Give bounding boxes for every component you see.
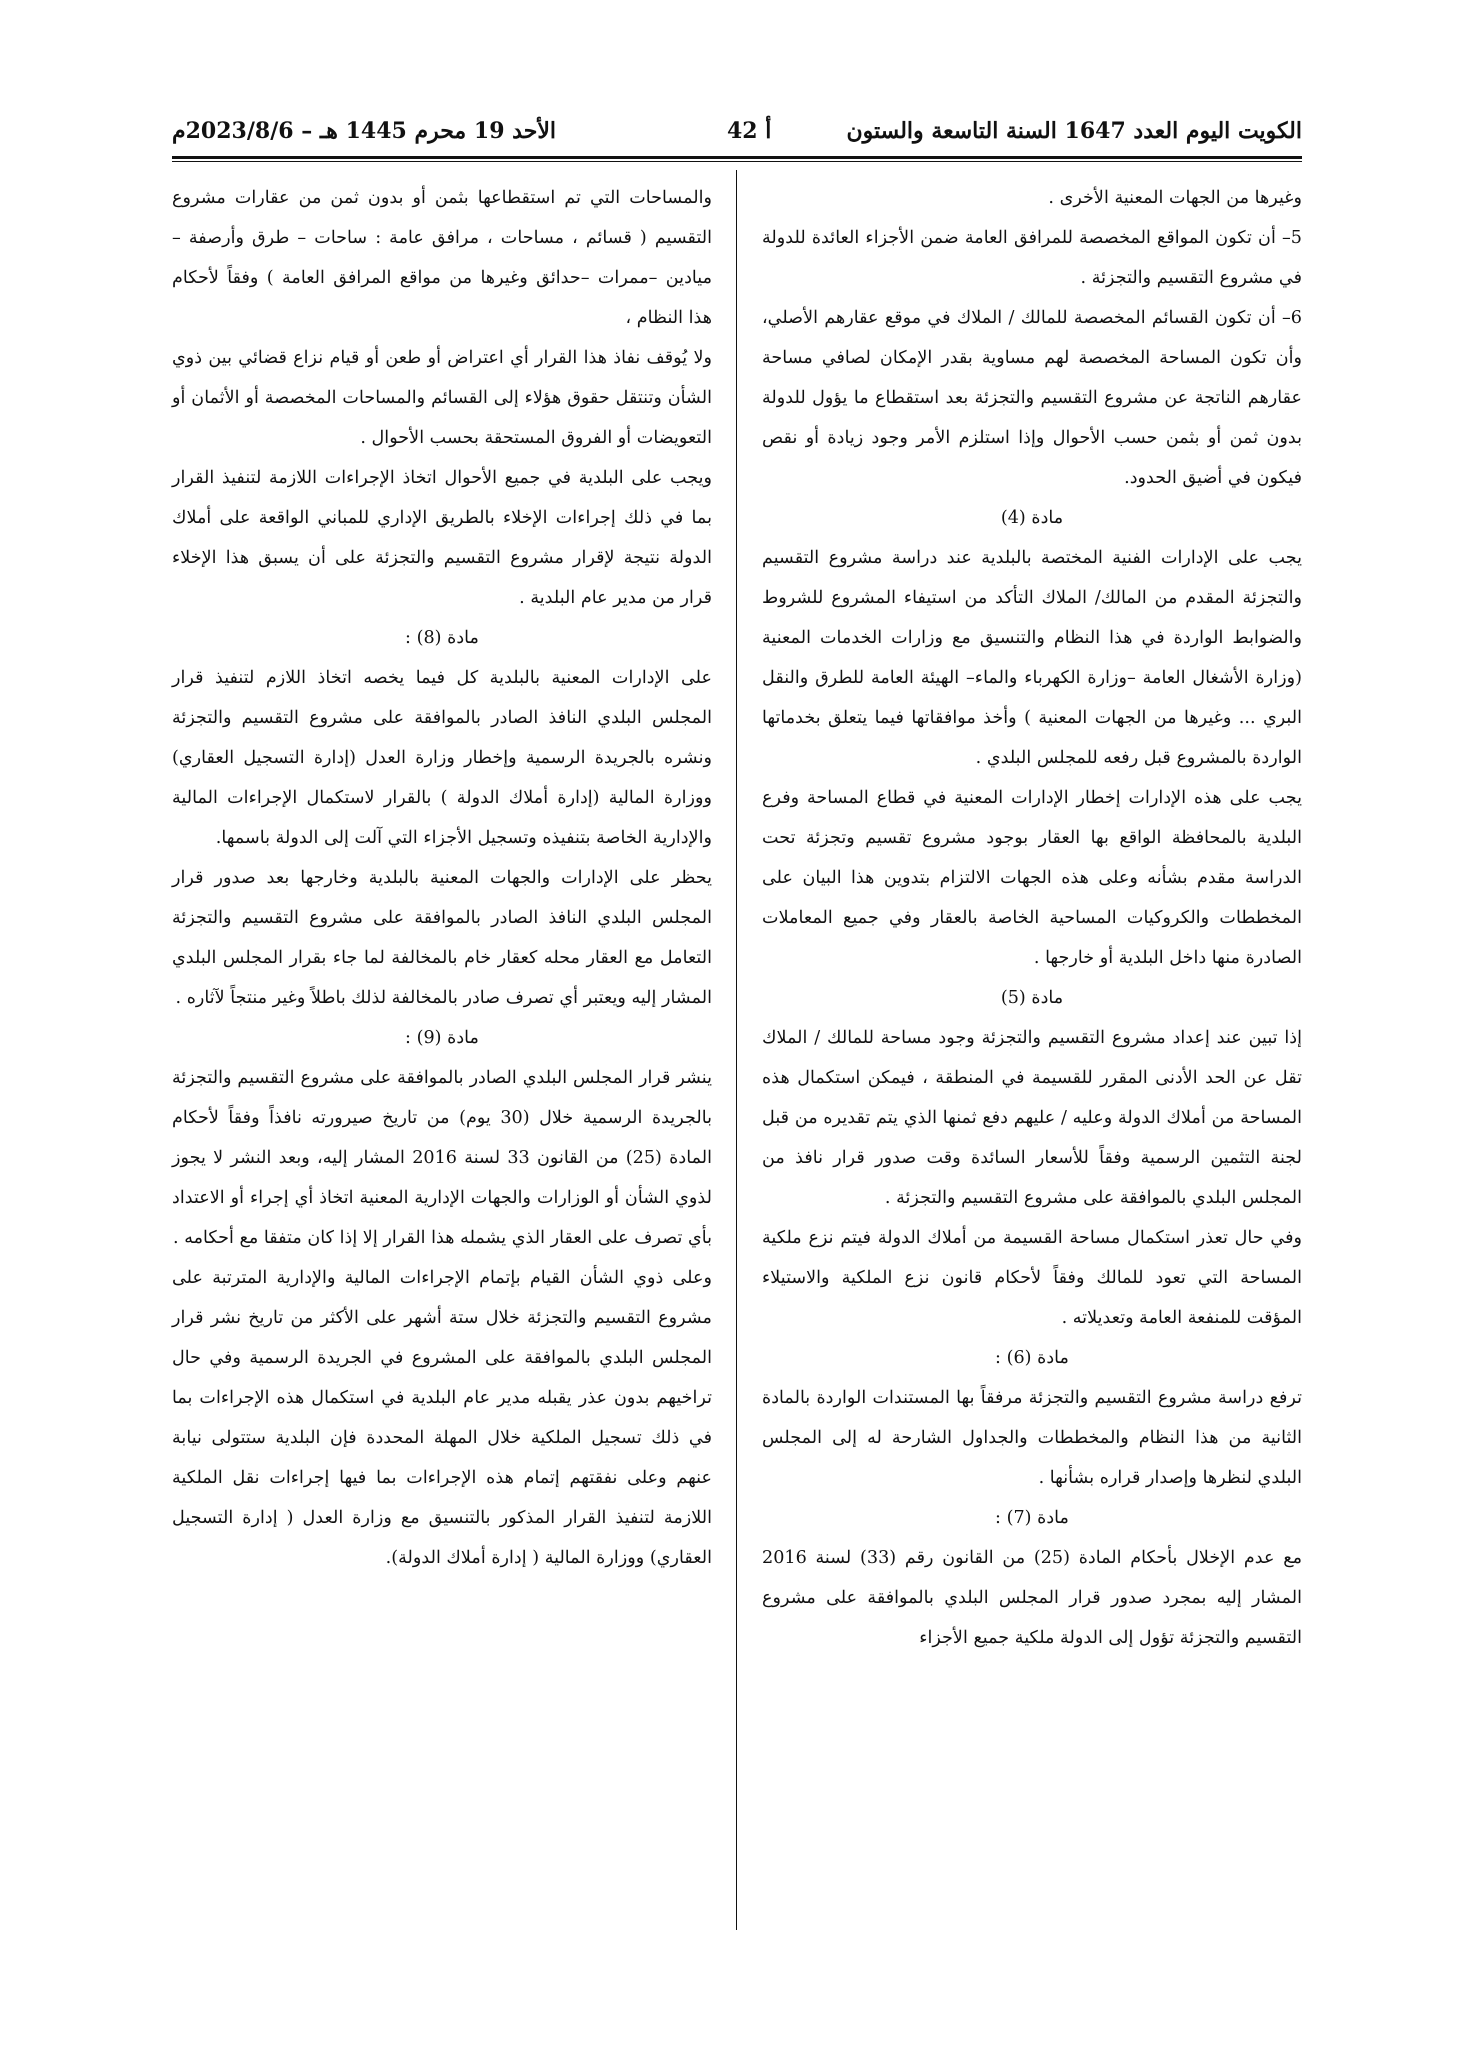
paragraph: وغيرها من الجهات المعنية الأخرى . [1048, 188, 1302, 208]
paragraph: ترفع دراسة مشروع التقسيم والتجزئة مرفقاً بها المستندات الواردة بالمادة الثانية من هذا النظام والمخططات والجداول الشارحة له إلى المجلس البلدي لنظرها وإصدار قراره بشأنها . [762, 1388, 1302, 1488]
paragraph: يجب على الإدارات الفنية المختصة بالبلدية عند دراسة مشروع التقسيم والتجزئة المقدم من المالك/ الملاك التأكد من استيفاء المشروع للشروط والضوابط الواردة في هذا النظام والتنسيق مع وزارات الخدمات المعنية (وزارة الأشغال العامة –وزارة الكهرباء والماء– الهيئة العامة للطرق والنقل البري ... وغيرها من الجهات المعنية ) وأخذ موافقاتها فيما يتعلق بخدماتها الواردة بالمشروع قبل رفعه للمجلس البلدي . [762, 548, 1302, 768]
left-column [172, 178, 712, 1578]
paragraph: يحظر على الإدارات والجهات المعنية بالبلدية وخارجها بعد صدور قرار المجلس البلدي النافذ الصادر بالموافقة على مشروع التقسيم والتجزئة التعامل مع العقار محله كعقار خام بالمخالفة لما جاء بقرار المجلس البلدي المشار إليه ويعتبر أي تصرف صادر بالمخالفة لذلك باطلاً وغير منتجاً لآثاره . [172, 868, 712, 1008]
right-column [762, 178, 1302, 1658]
paragraph: يجب على هذه الإدارات إخطار الإدارات المعنية في قطاع المساحة وفرع البلدية بالمحافظة الواقع بها العقار بوجود مشروع تقسيم وتجزئة تحت الدراسة مقدم بشأنه وعلى هذه الجهات الالتزام بتدوين هذا البيان على المخططات والكروكيات المساحية الخاصة بالعقار وفي جميع المعاملات الصادرة منها داخل البلدية أو خارجها . [762, 788, 1302, 968]
header-rule-thin [172, 161, 1302, 162]
paragraph: ينشر قرار المجلس البلدي الصادر بالموافقة على مشروع التقسيم والتجزئة بالجريدة الرسمية خلال (30 يوم) من تاريخ صيرورته نافذاً وفقاً لأحكام المادة (25) من القانون 33 لسنة 2016 المشار إليه، وبعد النشر لا يجوز لذوي الشأن أو الوزارات والجهات الإدارية المعنية اتخاذ أي إجراء أو الاعتداد بأي تصرف على العقار الذي يشمله هذا القرار إلا إذا كان متفقا مع أحكامه . [172, 1068, 712, 1248]
paragraph: ولا يُوقف نفاذ هذا القرار أي اعتراض أو طعن أو قيام نزاع قضائي بين ذوي الشأن وتنتقل حقوق هؤلاء إلى القسائم والمساحات المخصصة أو الأثمان أو التعويضات أو الفروق المستحقة بحسب الأحوال . [172, 348, 712, 448]
header-rule [172, 156, 1302, 159]
paragraph: إذا تبين عند إعداد مشروع التقسيم والتجزئة وجود مساحة للمالك / الملاك تقل عن الحد الأدنى المقرر للقسيمة في المنطقة ، فيمكن استكمال هذه المساحة من أملاك الدولة وعليه / عليهم دفع ثمنها الذي يتم تقديره من قبل لجنة التثمين الرسمية وفقاً للأسعار السائدة وقت صدور قرار نافذ من المجلس البلدي بالموافقة على مشروع التقسيم والتجزئة . [762, 1028, 1302, 1208]
issue-info: الكويت اليوم العدد 1647 السنة التاسعة والستون [846, 118, 1302, 144]
page-number: أ 42 [727, 118, 772, 144]
column-divider [736, 170, 737, 1930]
paragraph: ويجب على البلدية في جميع الأحوال اتخاذ الإجراءات اللازمة لتنفيذ القرار بما في ذلك إجراءات الإخلاء بالطريق الإداري للمباني الواقعة على أملاك الدولة نتيجة لإقرار مشروع التقسيم والتجزئة على أن يسبق هذا الإخلاء قرار من مدير عام البلدية . [172, 468, 712, 608]
paragraph: وعلى ذوي الشأن القيام بإتمام الإجراءات المالية والإدارية المترتبة على مشروع التقسيم والتجزئة خلال ستة أشهر على الأكثر من تاريخ نشر قرار المجلس البلدي بالموافقة على المشروع في الجريدة الرسمية وفي حال تراخيهم بدون عذر يقبله مدير عام البلدية في استكمال هذه الإجراءات بما في ذلك تسجيل الملكية خلال المهلة المحددة فإن البلدية ستتولى نيابة عنهم وعلى نفقتهم إتمام هذه الإجراءات بما فيها إجراءات نقل الملكية اللازمة لتنفيذ القرار المذكور بالتنسيق مع وزارة العدل ( إدارة التسجيل العقاري) ووزارة المالية ( إدارة أملاك الدولة). [172, 1268, 712, 1568]
paragraph: على الإدارات المعنية بالبلدية كل فيما يخصه اتخاذ اللازم لتنفيذ قرار المجلس البلدي النافذ الصادر بالموافقة على مشروع التقسيم والتجزئة ونشره بالجريدة الرسمية وإخطار وزارة العدل (إدارة التسجيل العقاري) ووزارة المالية (إدارة أملاك الدولة ) بالقرار لاستكمال الإجراءات المالية والإدارية الخاصة بتنفيذه وتسجيل الأجزاء التي آلت إلى الدولة باسمها. [172, 668, 712, 848]
article-heading: مادة (8) : [405, 628, 479, 648]
issue-date: الأحد 19 محرم 1445 هـ – 2023/8/6م [172, 118, 556, 144]
article-heading: مادة (5) [1000, 988, 1064, 1008]
article-heading: مادة (7) : [995, 1508, 1069, 1528]
paragraph: مع عدم الإخلال بأحكام المادة (25) من القانون رقم (33) لسنة 2016 المشار إليه بمجرد صدور قرار المجلس البلدي بالموافقة على مشروع التقسيم والتجزئة تؤول إلى الدولة ملكية جميع الأجزاء [762, 1548, 1302, 1648]
paragraph: والمساحات التي تم استقطاعها بثمن أو بدون ثمن من عقارات مشروع التقسيم ( قسائم ، مساحات ، مرافق عامة : ساحات – طرق وأرصفة –ميادين –ممرات –حدائق وغيرها من مواقع المرافق العامة ) وفقاً لأحكام هذا النظام ، [172, 188, 712, 328]
article-heading: مادة (4) [1000, 508, 1064, 528]
article-heading: مادة (6) : [995, 1348, 1069, 1368]
paragraph: وفي حال تعذر استكمال مساحة القسيمة من أملاك الدولة فيتم نزع ملكية المساحة التي تعود للمالك وفقاً لأحكام قانون نزع الملكية والاستيلاء المؤقت للمنفعة العامة وتعديلاته . [762, 1228, 1302, 1328]
paragraph: 5– أن تكون المواقع المخصصة للمرافق العامة ضمن الأجزاء العائدة للدولة في مشروع التقسيم والتجزئة . [762, 228, 1302, 288]
article-heading: مادة (9) : [405, 1028, 479, 1048]
page-header [172, 118, 1302, 154]
paragraph: 6– أن تكون القسائم المخصصة للمالك / الملاك في موقع عقارهم الأصلي، وأن تكون المساحة المخصصة لهم مساوية بقدر الإمكان لصافي مساحة عقارهم الناتجة عن مشروع التقسيم والتجزئة بعد استقطاع ما يؤول للدولة بدون ثمن أو بثمن حسب الأحوال وإذا استلزم الأمر وجود زيادة أو نقص فيكون في أضيق الحدود. [762, 308, 1302, 488]
